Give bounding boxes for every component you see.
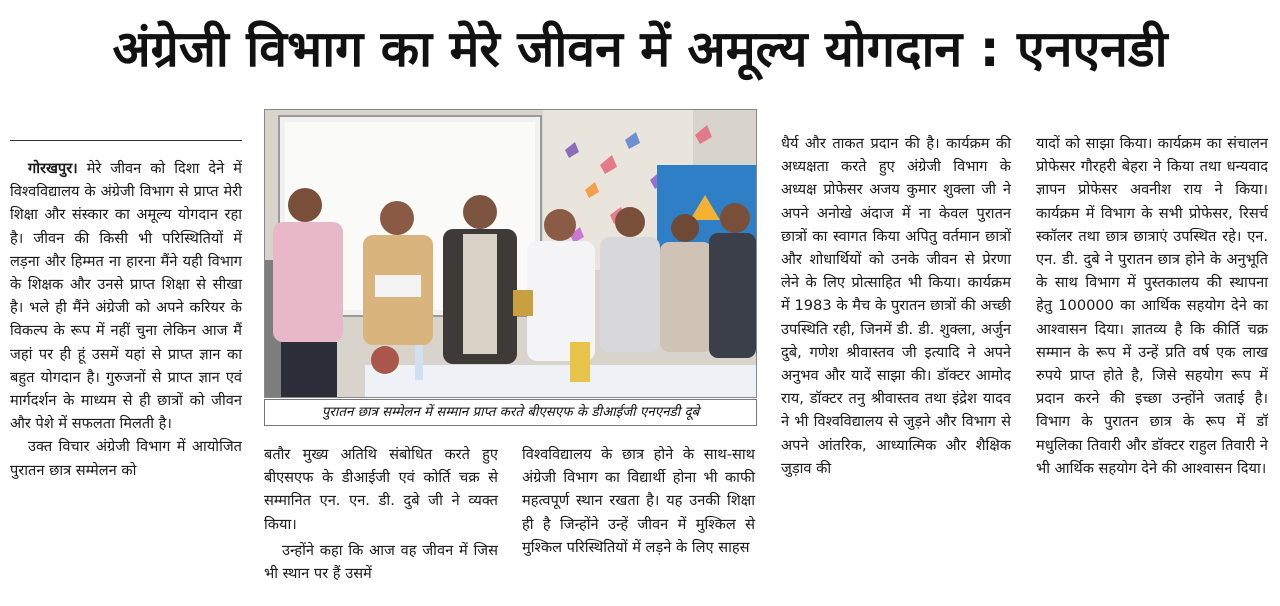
- paragraph: धैर्य और ताकत प्रदान की है। कार्यक्रम की अध्यक्षता करते हुए अंग्रेजी विभाग के अध्यक्ष प्रोफेसर अजय कुमार शुक्ला जी ने अपने अनोखे अंदाज में ना केवल पुरातन छात्रों का स्वागत किया अपितु वर्तमान छात्रों और शोधार्थियों को उनके जीवन से प्रेरणा लेने के लिए प्रोत्साहित भी किया। कार्यक्रम में 1983 के मैच के पुरातन छात्रों की अच्छी उपस्थिति रही, जिनमें डी. डी. शुक्ला, अर्जुन दुबे, गणेश श्रीवास्तव जी इत्यादि ने अपने अनुभव और यादें साझा की। डॉक्टर आमोद राय, डॉक्टर तनु श्रीवास्तव तथा इंद्रेश यादव ने भी विश्वविद्यालय से जुड़ने और विभाग से अपने आंतरिक, आध्यात्मिक और शैक्षिक जुड़ाव की: [781, 135, 1011, 477]
- paragraph: यादों को साझा किया। कार्यक्रम का संचालन प्रोफेसर गौरहरी बेहरा ने किया तथा धन्यवाद ज्ञापन प्रोफेसर अवनीश राय ने किया। कार्यक्रम में विभाग के सभी प्रोफेसर, रिसर्च स्कॉलर तथा छात्र छात्राएं उपस्थित रहे। एन. एन. डी. दुबे ने पुरातन छात्र होने के अनुभूति के साथ विभाग में पुस्तकालय की स्थापना हेतु 100000 का आर्थिक सहयोग देने का आश्वासन दिया। ज्ञातव्य है कि कीर्ति चक्र सम्मान के रूप में उन्हें प्रति वर्ष एक लाख रुपये प्राप्त होते है, जिसे सहयोग रूप में प्रदान करने की इच्छा उन्होंने जताई है। विभाग के पुरातन छात्र के रूप में डॉ मधुलिका तिवारी और डॉक्टर राहुल तिवारी ने भी आर्थिक सहयोग देने की आश्वासन दिया।: [1036, 135, 1268, 477]
- article-column-3: [522, 443, 755, 559]
- paragraph: बतौर मुख्य अतिथि संबोधित करते हुए बीएसएफ के डीआईजी एवं कोर्ति चक्र से सम्मानित एन. एन. डी. दुबे जी ने व्यक्त किया।: [264, 446, 498, 533]
- paragraph: विश्वविद्यालय के छात्र होने के साथ-साथ अंग्रेजी विभाग का विद्यार्थी होना भी काफी महत्वपूर्ण स्थान रखता है। यह उनकी शिक्षा ही है जिन्होंने उन्हें जीवन में मुश्किल से मुश्किल परिस्थितियों में लड़ने के लिए साहस: [522, 446, 755, 556]
- paragraph: उन्होंने कहा कि आज वह जीवन में जिस भी स्थान पर हैं उसमें: [264, 541, 498, 583]
- paragraph: उक्त विचार अंग्रेजी विभाग में आयोजित पुरातन छात्र सम्मेलन को: [10, 438, 242, 479]
- dateline: गोरखपुर।: [28, 160, 78, 177]
- article-column-5: [1036, 132, 1268, 480]
- headline: अंग्रेजी विभाग का मेरे जीवन में अमूल्य योगदान : एनएनडी: [112, 20, 1168, 78]
- news-photo: [264, 109, 757, 398]
- article-column-2: [264, 443, 498, 585]
- column-rule: [10, 140, 242, 141]
- article-column-1: [10, 157, 242, 482]
- article-column-4: [781, 132, 1011, 480]
- photo-caption: पुरातन छात्र सम्मेलन में सम्मान प्राप्त करते बीएसएफ के डीआईजी एनएनडी दूबे: [264, 399, 757, 426]
- paragraph: मेरे जीवन को दिशा देने में विश्वविद्यालय के अंग्रेजी विभाग से प्राप्त मेरी शिक्षा और संस्कार का अमूल्य योगदान रहा है। जीवन की किसी भी परिस्थितियों में लड़ना और हिम्मत ना हारना मैंने यही विभाग के शिक्षक और उनसे प्राप्त शिक्षा से सीखा है। भले ही मैंने अंग्रेजी को अपने करियर के विकल्प के रूप में नहीं चुना लेकिन आज मैं जहां पर ही हूं उसमें यहां से प्राप्त ज्ञान का बहुत योगदान है। गुरुजनों से प्राप्त ज्ञान एवं मार्गदर्शन के माध्यम से ही छात्रों को जीवन और पेशे में सफलता मिलती है।: [10, 160, 242, 433]
